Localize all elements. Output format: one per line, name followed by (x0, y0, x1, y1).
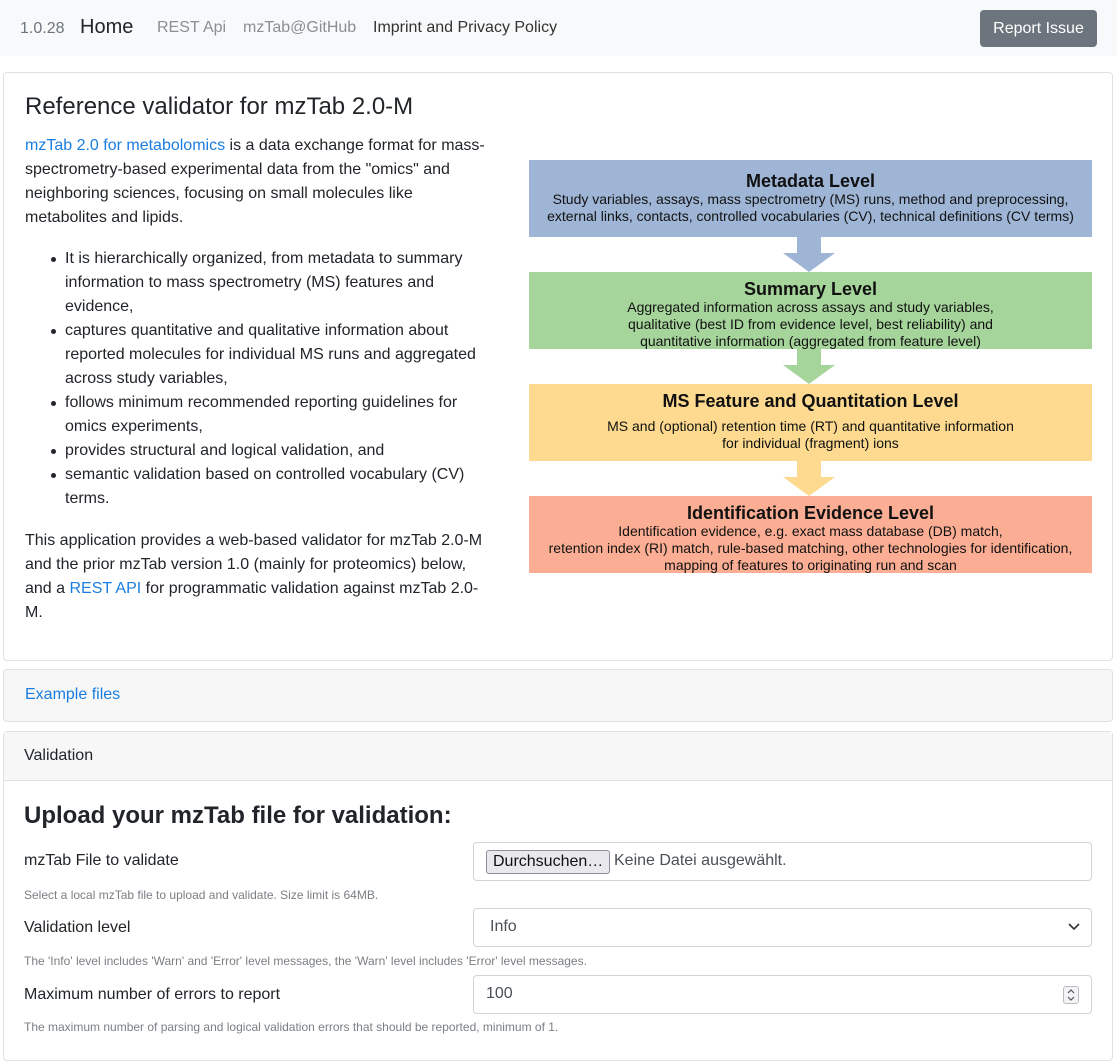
list-item: captures quantitative and qualitative information about reported molecules for individual MS runs and aggregated across study variables, (25, 319, 495, 391)
summary-level-box: Summary Level Aggregated information across assays and study variables, qualitative (best ID from evidence level, best reliability) and quantitative information (aggregated from feature level) (529, 272, 1092, 349)
navbar (0, 0, 1117, 56)
max-errors-value: 100 (486, 985, 513, 1002)
rest-api-link[interactable]: REST API (69, 580, 142, 597)
file-field-label: mzTab File to validate (24, 852, 179, 869)
browse-button[interactable]: Durchsuchen… (486, 850, 610, 874)
page-title: Reference validator for mzTab 2.0-M (25, 93, 414, 120)
feature-list (25, 247, 495, 511)
nav-home-link[interactable]: Home (80, 16, 134, 38)
down-arrow-icon (783, 461, 835, 496)
validation-level-help: The 'Info' level includes 'Warn' and 'Error' level messages, the 'Warn' level includes 'Error' level messages. (24, 954, 587, 968)
identification-evidence-level-box: Identification Evidence Level Identification evidence, e.g. exact mass database (DB) match, retention index (RI) match, rule-based matching, other technologies for identification, mapping of features to originating run and scan (529, 496, 1092, 573)
metadata-level-box: Metadata Level Study variables, assays, mass spectrometry (MS) runs, method and preprocessing, external links, contacts, controlled vocabularies (CV), technical definitions (CV terms) (529, 160, 1092, 237)
validation-level-value: Info (490, 918, 517, 935)
list-item: It is hierarchically organized, from metadata to summary information to mass spectrometry (MS) features and evidence, (25, 247, 495, 319)
nav-rest-api-link[interactable]: REST Api (157, 19, 227, 36)
nav-github-link[interactable]: mzTab@GitHub (243, 19, 357, 36)
validation-card (3, 731, 1113, 1061)
example-files-toggle[interactable]: Example files (25, 686, 121, 703)
nav-imprint-link[interactable]: Imprint and Privacy Policy (373, 19, 558, 36)
example-files-panel (3, 669, 1113, 722)
list-item: follows minimum recommended reporting guidelines for omics experiments, (25, 391, 495, 439)
ms-feature-level-box: MS Feature and Quantitation Level MS and (optional) retention time (RT) and quantitative information for individual (fragment) ions (529, 384, 1092, 461)
file-status: Keine Datei ausgewählt. (614, 852, 787, 869)
list-item: provides structural and logical validation, and (25, 439, 495, 463)
report-issue-button[interactable]: Report Issue (980, 10, 1097, 47)
file-help-text: Select a local mzTab file to upload and validate. Size limit is 64MB. (24, 888, 379, 902)
down-arrow-icon (783, 349, 835, 384)
intro-text: is a data exchange format for mass-spectrometry-based experimental data from the "omics" and neighboring sciences, focusing on small molecules like metabolites and lipids. (25, 137, 485, 226)
max-errors-input[interactable] (473, 975, 1092, 1014)
upload-title: Upload your mzTab file for validation: (24, 802, 452, 829)
mztab-spec-link[interactable]: mzTab 2.0 for metabolomics (25, 137, 226, 154)
max-errors-help: The maximum number of parsing and logical validation errors that should be reported, minimum of 1. (24, 1020, 559, 1034)
max-errors-label: Maximum number of errors to report (24, 986, 281, 1003)
mztab-levels-diagram (529, 160, 1094, 575)
file-input[interactable] (473, 842, 1092, 881)
intro-paragraph (25, 134, 495, 230)
intro-card (3, 72, 1113, 661)
app-version: 1.0.28 (20, 20, 65, 37)
validation-level-select[interactable] (473, 908, 1092, 947)
list-item: semantic validation based on controlled vocabulary (CV) terms. (25, 463, 495, 511)
validation-header (4, 732, 1112, 781)
chevron-down-icon (1067, 919, 1081, 933)
app-description: This application provides a web-based validator for mzTab 2.0-M and the prior mzTab version 1.0 (mainly for proteomics) below, and a REST API for programmatic validation against mzTab 2.0-M. (25, 532, 483, 621)
number-spinner-icon[interactable] (1063, 986, 1079, 1004)
validation-level-label: Validation level (24, 919, 131, 936)
validation-header-label: Validation (24, 747, 94, 764)
down-arrow-icon (783, 237, 835, 272)
